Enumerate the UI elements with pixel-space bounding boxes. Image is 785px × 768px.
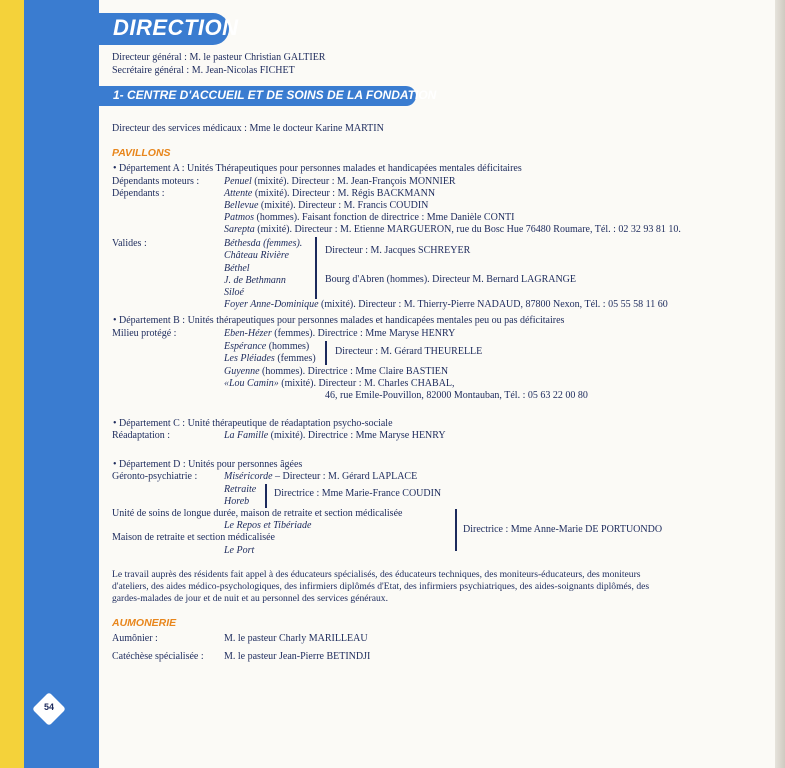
dg-line xyxy=(112,52,325,64)
camin-line xyxy=(224,378,455,390)
page-edge xyxy=(775,0,785,768)
camin-address: 46, rue Emile-Pouvillon, 82000 Montauban, Tél. : 05 63 22 00 80 xyxy=(325,390,588,401)
dir-schreyer-text: Directeur : M. Jacques SCHREYER xyxy=(325,245,471,256)
staff-paragraph-line-1: Le travail auprès des résidents fait appel à des éducateurs spécialisés, des éducateurs techniques, des moniteurs-éducateurs, des moniteurs xyxy=(112,569,641,580)
bethmann-text: J. de Bethmann xyxy=(224,275,286,286)
attente-line xyxy=(224,188,435,200)
retraite-text: Retraite xyxy=(224,484,257,495)
foyer-rest: (mixité). Directeur : M. Thierry-Pierre NADAUD, 87800 Nexon, Tél. : 05 55 58 11 60 xyxy=(318,299,668,310)
dep-c-heading: • Département C : Unité thérapeutique de réadaptation psycho-sociale xyxy=(113,418,393,429)
med-value: Mme le docteur Karine MARTIN xyxy=(249,123,384,134)
foyer-name: Foyer Anne-Dominique xyxy=(224,299,319,310)
dep-d-heading: • Département D : Unités pour personnes âgées xyxy=(113,459,303,470)
famille-line xyxy=(224,430,446,442)
blue-margin-band xyxy=(24,0,99,768)
sg-value: M. Jean-Nicolas FICHET xyxy=(191,65,295,76)
med-label: Directeur des services médicaux : xyxy=(112,123,247,134)
penuel-name: Penuel xyxy=(224,176,252,187)
esperance-name: Espérance xyxy=(224,341,267,352)
eben-rest: (femmes). Directrice : Mme Maryse HENRY xyxy=(271,328,456,339)
bellevue-line xyxy=(224,200,428,212)
page-number: 54 xyxy=(43,702,54,712)
dir-coudin-text: Directrice : Mme Marie-France COUDIN xyxy=(274,488,442,499)
pleiades-rest: (femmes) xyxy=(274,353,316,364)
sg-label: Secrétaire général : xyxy=(112,65,190,76)
guyenne-rest: (hommes). Directrice : Mme Claire BASTIEN xyxy=(259,366,449,377)
famille-rest: (mixité). Directrice : Mme Maryse HENRY xyxy=(268,430,446,441)
bracket-coudin xyxy=(265,484,267,508)
repos-text: Le Repos et Tibériade xyxy=(224,520,312,531)
horeb-text: Horeb xyxy=(224,496,250,507)
sarepta-name: Sarepta xyxy=(224,224,255,235)
med-line xyxy=(112,123,384,135)
esperance-line xyxy=(224,341,309,353)
dg-value: M. le pasteur Christian GALTIER xyxy=(189,52,326,63)
misericorde-line xyxy=(224,471,417,483)
guyenne-name: Guyenne xyxy=(224,366,260,377)
camin-name: «Lou Camin» xyxy=(224,378,279,389)
dir-portuondo-text: Directrice : Mme Anne-Marie DE PORTUONDO xyxy=(463,524,663,535)
guyenne-line xyxy=(224,366,448,378)
penuel-rest: (mixité). Directeur : M. Jean-François MONNIER xyxy=(251,176,456,187)
bracket-schreyer xyxy=(315,237,317,263)
bethesda-text: Béthesda (femmes). xyxy=(224,238,303,249)
esperance-rest: (hommes) xyxy=(266,341,310,352)
dep-a-heading: • Département A : Unités Thérapeutiques pour personnes malades et handicapées mentales déficitaires xyxy=(113,163,522,174)
abren-text: Bourg d'Abren (hommes). Directeur M. Bernard LAGRANGE xyxy=(325,274,577,285)
camin-rest: (mixité). Directeur : M. Charles CHABAL, xyxy=(278,378,455,389)
catechese-value: M. le pasteur Jean-Pierre BETINDJI xyxy=(224,651,371,662)
aumonier-value: M. le pasteur Charly MARILLEAU xyxy=(224,633,368,644)
usld-label: Unité de soins de longue durée, maison de retraite et section médicalisée xyxy=(112,508,403,519)
staff-paragraph-line-3: gardes-malades de jour et de nuit et au personnel des services généraux. xyxy=(112,593,388,604)
eben-name: Eben-Hézer xyxy=(224,328,272,339)
mdr-label: Maison de retraite et section médicalisée xyxy=(112,532,275,543)
bracket-portuondo xyxy=(455,509,457,551)
dg-label: Directeur général : xyxy=(112,52,187,63)
foyer-line xyxy=(224,299,668,311)
section-title: 1- CENTRE D'ACCUEIL ET DE SOINS DE LA FONDATION xyxy=(113,88,437,102)
yellow-margin-strip xyxy=(0,0,24,768)
misericorde-rest: – Directeur : M. Gérard LAPLACE xyxy=(272,471,418,482)
sarepta-rest: (mixité). Directeur : M. Etienne MARGUERON, rue du Bosc Hue 76480 Roumare, Tél. : 02 32 93 81 10. xyxy=(254,224,681,235)
section-banner xyxy=(99,86,437,106)
chateau-text: Château Rivière xyxy=(224,250,289,261)
patmos-line xyxy=(224,212,514,224)
geronto-label: Géronto-psychiatrie : xyxy=(112,471,198,482)
catechese-label: Catéchèse spécialisée : xyxy=(112,651,204,662)
page-title: DIRECTION xyxy=(113,15,239,40)
sarepta-line xyxy=(224,224,681,236)
dir-theurelle-text: Directeur : M. Gérard THEURELLE xyxy=(335,346,483,357)
dep-a-dependants-label: Dépendants : xyxy=(112,188,165,199)
eben-line xyxy=(224,328,455,340)
dep-a-moteurs-label: Dépendants moteurs : xyxy=(112,176,200,187)
sg-line xyxy=(112,65,295,77)
pleiades-line xyxy=(224,353,316,365)
penuel-line xyxy=(224,176,456,188)
attente-name: Attente xyxy=(224,188,253,199)
patmos-name: Patmos xyxy=(224,212,254,223)
aumonerie-heading: AUMONERIE xyxy=(112,617,177,629)
title-banner xyxy=(99,13,239,45)
readaptation-label: Réadaptation : xyxy=(112,430,171,441)
bracket-theurelle xyxy=(325,341,327,365)
port-text: Le Port xyxy=(224,545,255,556)
bracket-abren xyxy=(315,263,317,299)
pleiades-name: Les Pléiades xyxy=(224,353,275,364)
milieu-label: Milieu protégé : xyxy=(112,328,177,339)
staff-paragraph-line-2: d'ateliers, des aides médico-psychologiques, des infirmiers diplômés d'Etat, des infirmiers psychiatriques, des aides-soignants diplômés, des xyxy=(112,581,650,592)
aumonier-label: Aumônier : xyxy=(112,633,158,644)
bellevue-rest: (mixité). Directeur : M. Francis COUDIN xyxy=(258,200,429,211)
bethel-text: Béthel xyxy=(224,263,250,274)
patmos-rest: (hommes). Faisant fonction de directrice : Mme Danièle CONTI xyxy=(254,212,515,223)
famille-name: La Famille xyxy=(224,430,269,441)
bellevue-name: Bellevue xyxy=(224,200,259,211)
attente-rest: (mixité). Directeur : M. Régis BACKMANN xyxy=(252,188,436,199)
dep-b-heading: • Département B : Unités thérapeutiques pour personnes malades et handicapées mentales peu ou pas déficitaires xyxy=(113,315,565,326)
valides-label: Valides : xyxy=(112,238,147,249)
misericorde-name: Miséricorde xyxy=(224,471,273,482)
pavillons-heading: PAVILLONS xyxy=(112,147,171,159)
siloe-text: Siloé xyxy=(224,287,244,298)
